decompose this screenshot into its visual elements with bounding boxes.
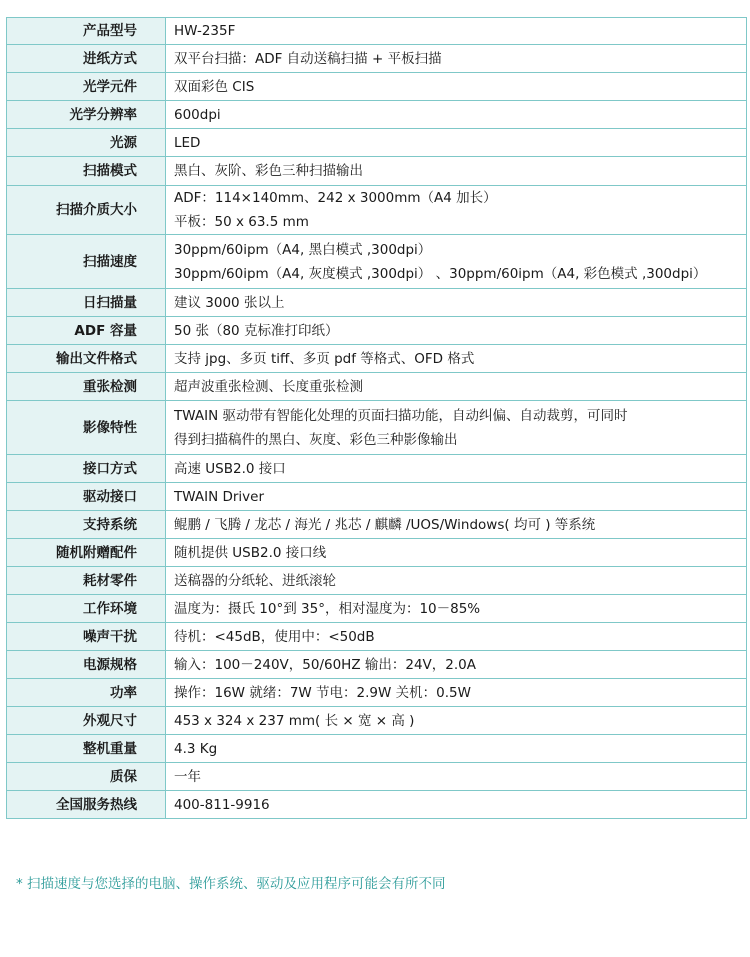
spec-value [166,186,747,235]
footnote: * 扫描速度与您选择的电脑、操作系统、驱动及应用程序可能会有所不同 [16,876,446,892]
spec-label: 整机重量 [7,735,166,763]
spec-value-line: 高速 USB2.0 接口 [174,460,286,477]
spec-label: 扫描模式 [7,157,166,186]
spec-value-line: LED [174,134,201,151]
spec-label: 支持系统 [7,511,166,539]
spec-row [7,735,747,763]
spec-value-line: 支持 jpg、多页 tiff、多页 pdf 等格式、OFD 格式 [174,350,475,367]
spec-value [166,157,747,186]
spec-value [166,401,747,455]
spec-label: 光源 [7,129,166,157]
spec-value-line: 50 张（80 克标准打印纸） [174,322,339,339]
spec-label: 进纸方式 [7,45,166,73]
spec-value-line: 4.3 Kg [174,740,218,757]
spec-value-line: 建议 3000 张以上 [174,294,285,311]
spec-value [166,235,747,289]
spec-value [166,317,747,345]
spec-value [166,763,747,791]
spec-label: 电源规格 [7,651,166,679]
spec-row [7,186,747,235]
spec-row [7,401,747,455]
spec-value [166,18,747,45]
spec-label: 输出文件格式 [7,345,166,373]
spec-row [7,483,747,511]
spec-value-line: 得到扫描稿件的黑白、灰度、彩色三种影像输出 [174,431,458,448]
spec-label: 全国服务热线 [7,791,166,819]
spec-row [7,101,747,129]
spec-value [166,45,747,73]
spec-value-line: 一年 [174,768,201,785]
spec-value-line: 600dpi [174,106,221,123]
spec-value [166,539,747,567]
spec-row [7,45,747,73]
spec-label: 耗材零件 [7,567,166,595]
spec-value [166,73,747,101]
spec-value-line: TWAIN 驱动带有智能化处理的页面扫描功能，自动纠偏、自动裁剪，可同时 [174,407,628,424]
spec-value [166,455,747,483]
spec-label: 噪声干扰 [7,623,166,651]
spec-row [7,651,747,679]
spec-label: 影像特性 [7,401,166,455]
spec-value [166,101,747,129]
spec-row [7,539,747,567]
spec-table [6,17,747,819]
spec-row [7,345,747,373]
spec-value [166,567,747,595]
spec-value [166,735,747,763]
spec-value-line: 待机：<45dB，使用中：<50dB [174,628,375,645]
spec-label: 外观尺寸 [7,707,166,735]
spec-row [7,317,747,345]
spec-value-line: 温度为：摄氏 10°到 35°，相对湿度为：10－85% [174,600,481,617]
spec-value-line: 平板：50 x 63.5 mm [174,214,309,230]
spec-value-line: 453 x 324 x 237 mm( 长 × 宽 × 高 ) [174,712,415,729]
spec-table-body [7,18,747,819]
spec-label: ADF 容量 [7,317,166,345]
spec-value-line: ADF：114×140mm、242 x 3000mm（A4 加长） [174,190,497,206]
spec-value [166,511,747,539]
spec-value [166,129,747,157]
spec-value-line: 双平台扫描：ADF 自动送稿扫描 + 平板扫描 [174,50,442,67]
spec-label: 产品型号 [7,18,166,45]
spec-value [166,791,747,819]
spec-value-line: 输入：100－240V，50/60HZ 输出：24V，2.0A [174,656,476,673]
spec-row [7,235,747,289]
spec-value-line: 随机提供 USB2.0 接口线 [174,544,327,561]
spec-row [7,763,747,791]
spec-row [7,73,747,101]
spec-value-line: 操作：16W 就绪：7W 节电：2.9W 关机：0.5W [174,684,471,701]
spec-label: 日扫描量 [7,289,166,317]
spec-value-line: 400-811-9916 [174,796,270,813]
spec-row [7,595,747,623]
spec-value-line: 30ppm/60ipm（A4, 黑白模式 ,300dpi） [174,241,432,258]
spec-row [7,791,747,819]
spec-value [166,345,747,373]
spec-label: 光学元件 [7,73,166,101]
spec-row [7,289,747,317]
spec-value-line: 送稿器的分纸轮、进纸滚轮 [174,572,336,589]
spec-value [166,289,747,317]
spec-value-line: HW-235F [174,23,236,39]
spec-label: 扫描速度 [7,235,166,289]
spec-value [166,373,747,401]
spec-value-line: 双面彩色 CIS [174,78,255,95]
spec-value-line: 超声波重张检测、长度重张检测 [174,378,363,395]
spec-value [166,483,747,511]
spec-label: 工作环境 [7,595,166,623]
spec-label: 接口方式 [7,455,166,483]
spec-row [7,373,747,401]
spec-value [166,623,747,651]
spec-label: 功率 [7,679,166,707]
spec-value-line: 鲲鹏 / 飞腾 / 龙芯 / 海光 / 兆芯 / 麒麟 /UOS/Windows( 均可 ) 等系统 [174,516,596,533]
spec-row [7,511,747,539]
spec-value [166,595,747,623]
spec-label: 扫描介质大小 [7,186,166,235]
spec-value [166,707,747,735]
spec-value-line: 30ppm/60ipm（A4, 灰度模式 ,300dpi） 、30ppm/60ipm（A4, 彩色模式 ,300dpi） [174,265,707,282]
spec-value-line: TWAIN Driver [174,488,265,505]
spec-row [7,129,747,157]
spec-row [7,679,747,707]
spec-label: 驱动接口 [7,483,166,511]
spec-row [7,623,747,651]
spec-value-line: 黑白、灰阶、彩色三种扫描输出 [174,163,363,179]
spec-label: 光学分辨率 [7,101,166,129]
spec-label: 随机附赠配件 [7,539,166,567]
spec-label: 重张检测 [7,373,166,401]
spec-row [7,18,747,45]
spec-row [7,157,747,186]
spec-row [7,567,747,595]
spec-row [7,707,747,735]
spec-value [166,679,747,707]
spec-label: 质保 [7,763,166,791]
spec-value [166,651,747,679]
spec-row [7,455,747,483]
